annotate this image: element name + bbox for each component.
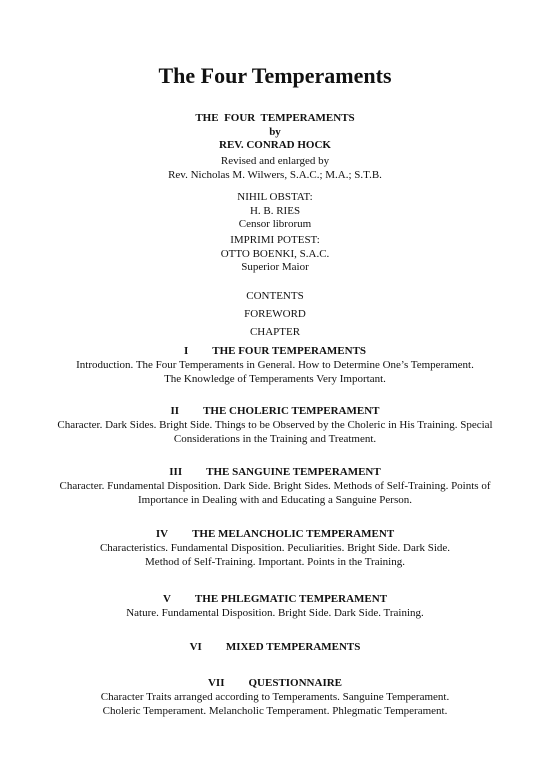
chapter-description-line: Introduction. The Four Temperaments in General. How to Determine One’s Temperament. — [76, 359, 474, 371]
revised-line-1: Revised and enlarged by — [220, 155, 330, 167]
chapter-header — [0, 344, 550, 358]
chapter-description-line: Character. Dark Sides. Bright Side. Things to be Observed by the Choleric in His Training. Special — [57, 419, 493, 431]
chapter-description-line: Nature. Fundamental Disposition. Bright Side. Dark Side. Training. — [126, 607, 424, 619]
chapter-number: II — [170, 405, 180, 417]
chapter-entry-5 — [0, 592, 550, 620]
chapter-description-line: Character. Fundamental Disposition. Dark Side. Bright Sides. Methods of Self-Training. Points of — [59, 480, 491, 492]
imprimi-potest-label: IMPRIMI POTEST: — [230, 234, 320, 246]
chapter-header — [0, 640, 550, 654]
chapter-description-line: Method of Self-Training. Important. Points in the Training. — [145, 556, 405, 568]
chapter-header — [0, 404, 550, 418]
chapter-description-line: Importance in Dealing with and Educating a Sanguine Person. — [137, 494, 412, 506]
chapter-entry-1 — [0, 344, 550, 386]
nihil-obstat-name: H. B. RIES — [249, 204, 301, 217]
chapter-header — [0, 592, 550, 606]
chapter-entry-7 — [0, 676, 550, 718]
chapter-description-line: Considerations in the Training and Treatment. — [173, 433, 377, 445]
revision-block — [0, 155, 550, 182]
chapter-number: VII — [207, 677, 225, 689]
chapter-title: THE CHOLERIC TEMPERAMENT — [203, 405, 380, 417]
chapter-header — [0, 676, 550, 690]
imprimi-potest-role: Superior Maior — [241, 261, 309, 273]
chapter-entry-2 — [0, 404, 550, 446]
imprimi-potest-block — [0, 234, 550, 275]
nihil-obstat-block — [0, 191, 550, 232]
revised-line-2: Rev. Nicholas M. Wilwers, S.A.C.; M.A.; S.T.B. — [168, 168, 382, 181]
chapter-number: III — [169, 466, 183, 478]
chapter-heading — [0, 326, 550, 340]
chapter-description-line: Character Traits arranged according to Temperaments. Sanguine Temperament. — [100, 691, 450, 703]
by-line: by — [269, 125, 281, 138]
chapter-number: IV — [155, 528, 169, 540]
chapter-entry-6 — [0, 640, 550, 654]
chapter-entry-4 — [0, 527, 550, 569]
chapter-number: VI — [189, 641, 202, 653]
document-title: The Four Temperaments — [158, 63, 392, 88]
chapter-description-line: Choleric Temperament. Melancholic Temperament. Phlegmatic Temperament. — [102, 705, 448, 717]
chapter-header — [0, 527, 550, 541]
chapter-label: CHAPTER — [249, 326, 301, 338]
contents-heading — [0, 290, 550, 304]
title-block — [0, 112, 550, 153]
foreword-label: FOREWORD — [244, 308, 306, 320]
chapter-entry-3 — [0, 465, 550, 507]
imprimi-potest-name: OTTO BOENKI, S.A.C. — [220, 247, 330, 260]
chapter-title: THE SANGUINE TEMPERAMENT — [206, 466, 381, 478]
nihil-obstat-role: Censor librorum — [238, 218, 312, 230]
chapter-title: MIXED TEMPERAMENTS — [225, 641, 361, 653]
foreword-entry — [0, 308, 550, 322]
subtitle: THE FOUR TEMPERAMENTS — [195, 112, 355, 124]
chapter-title: THE PHLEGMATIC TEMPERAMENT — [194, 593, 388, 605]
chapter-title: THE FOUR TEMPERAMENTS — [212, 345, 367, 357]
chapter-title: QUESTIONNAIRE — [248, 677, 343, 689]
chapter-number: V — [162, 593, 171, 605]
contents-label: CONTENTS — [246, 290, 304, 302]
chapter-title: THE MELANCHOLIC TEMPERAMENT — [192, 528, 395, 540]
author: REV. CONRAD HOCK — [219, 139, 331, 151]
chapter-number: I — [183, 345, 189, 357]
chapter-header — [0, 465, 550, 479]
chapter-description-line: Characteristics. Fundamental Disposition. Peculiarities. Bright Side. Dark Side. — [99, 542, 451, 554]
chapter-description-line: The Knowledge of Temperaments Very Important. — [164, 373, 386, 385]
nihil-obstat-label: NIHIL OBSTAT: — [237, 191, 313, 203]
